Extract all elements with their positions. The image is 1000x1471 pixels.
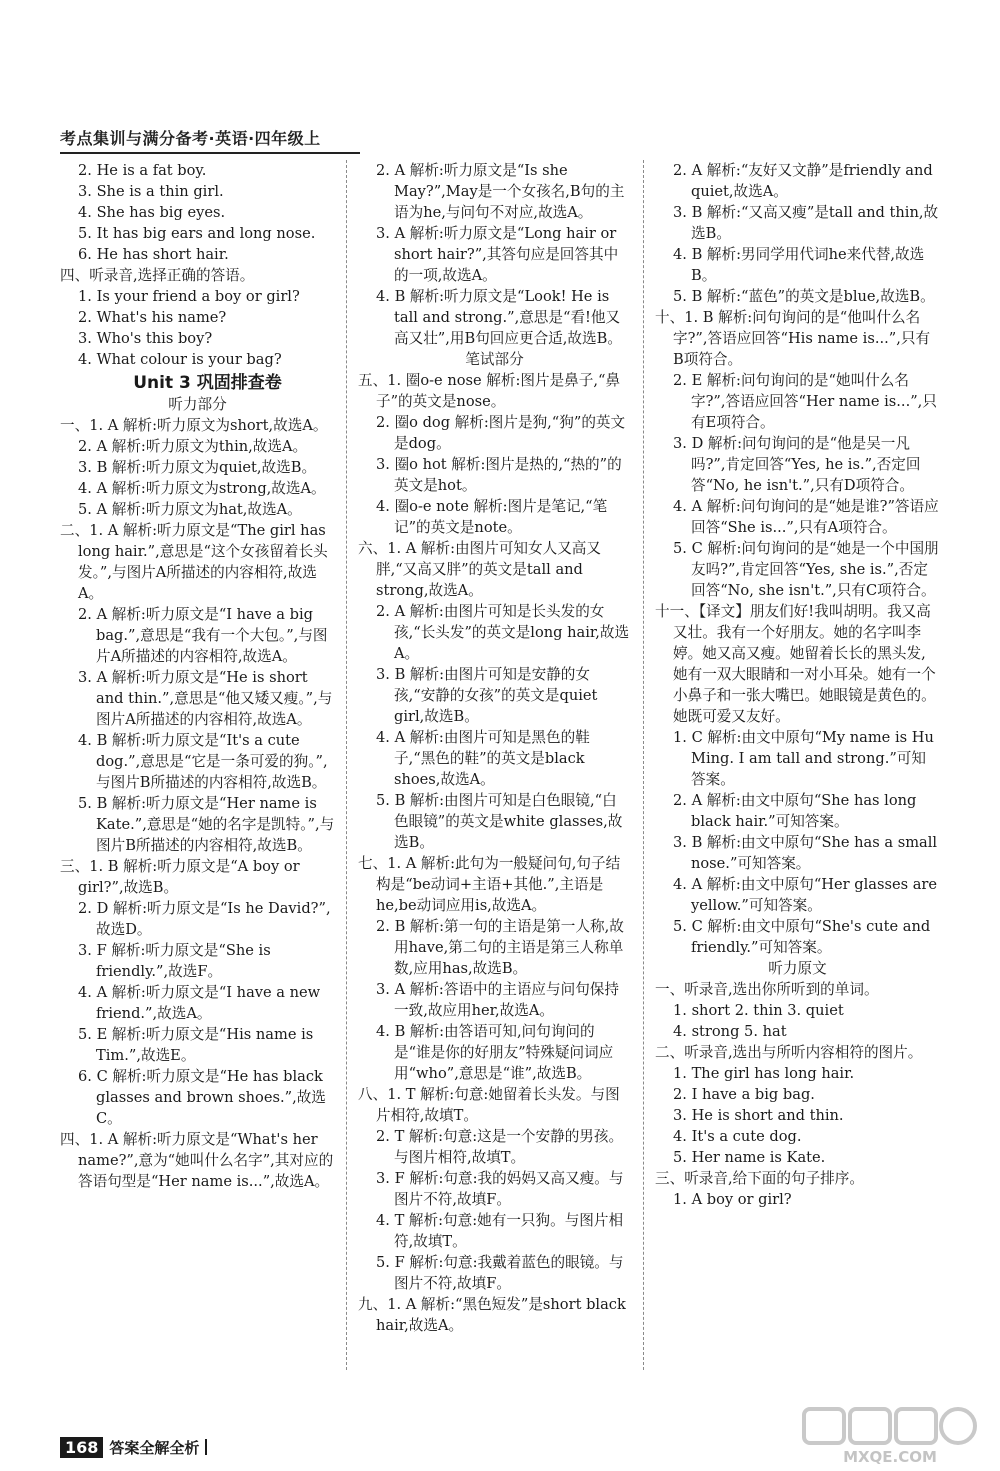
column-3: [655, 160, 940, 1370]
text-line: 5. B 解析:由图片可知是白色眼镜,“白色眼镜”的英文是white glasses,故选B。: [376, 792, 623, 851]
text-line: 4. A 解析:问句询问的是“她是谁?”答语应回答“She is...”,只有A项符合。: [673, 498, 939, 536]
text-line: 5. C 解析:问句询问的是“她是一个中国朋友吗?”,肯定回答“Yes, she is.”,否定回答“No, she isn't.”,只有C项符合。: [673, 540, 939, 599]
text-line: 3. A 解析:听力原文是“He is short and thin.”,意思是“他又矮又瘦。”,与图片A所描述的内容相符,故选A。: [78, 669, 333, 728]
page-number: 168: [60, 1437, 103, 1458]
text-line: 2. What's his name?: [78, 309, 227, 326]
text-line: 二、1. A 解析:听力原文是“The girl has long hair.”,意思是“这个女孩留着长头发。”,与图片A所描述的内容相符,故选A。: [60, 522, 328, 602]
text-line: 3. B 解析:由图片可知是安静的女孩,“安静的女孩”的英文是quiet girl,故选B。: [376, 666, 598, 725]
text-line: 3. Who's this boy?: [78, 330, 213, 347]
text-line: 4. T 解析:句意:她有一只狗。与图片相符,故填T。: [376, 1212, 624, 1250]
text-line: 3. B 解析:“又高又瘦”是tall and thin,故选B。: [673, 204, 939, 242]
text-line: 4. B 解析:听力原文是“Look! He is tall and strong.”,意思是“看!他又高又壮”,用B句回应更合适,故选B。: [376, 288, 622, 347]
text-line: 一、听录音,选出你所听到的单词。: [655, 981, 879, 998]
text-line: 2. A 解析:听力原文是“I have a big bag.”,意思是“我有一个大包。”,与图片A所描述的内容相符,故选A。: [78, 606, 328, 665]
text-line: 4. She has big eyes.: [78, 204, 226, 221]
text-line: 3. She is a thin girl.: [78, 183, 224, 200]
text-line: 6. He has short hair.: [78, 246, 229, 263]
text-line: 四、听录音,选择正确的答语。: [60, 267, 255, 284]
text-line: 2. B 解析:第一句的主语是第一人称,故用have,第二句的主语是第三人称单数,应用has,故选B。: [376, 918, 624, 977]
text-line: 1. short 2. thin 3. quiet: [673, 1002, 844, 1019]
text-line: 4. B 解析:听力原文是“It's a cute dog.”,意思是“它是一条可爱的狗。”,与图片B所描述的内容相符,故选B。: [78, 732, 328, 791]
text-line: 2. A 解析:由文中原句“She has long black hair.”可知答案。: [673, 792, 917, 830]
column-divider: [346, 160, 347, 1370]
section-subhead: 听力部分: [168, 396, 227, 413]
section-subhead: 听力原文: [768, 960, 827, 977]
column-divider: [643, 160, 644, 1370]
text-line: 5. B 解析:听力原文是“Her name is Kate.”,意思是“她的名字是凯特。”,与图片B所描述的内容相符,故选B。: [78, 795, 335, 854]
text-line: 4. B 解析:由答语可知,问句询问的是“谁是你的好朋友”特殊疑问词应用“who”,意思是“谁”,故选B。: [376, 1023, 614, 1082]
text-line: 2. E 解析:问句询问的是“她叫什么名字?”,答语应回答“Her name is...”,只有E项符合。: [673, 372, 937, 431]
section-title: Unit 3 巩固排查卷: [133, 373, 282, 393]
text-line: 六、1. A 解析:由图片可知女人又高又胖,“又高又胖”的英文是tall and strong,故选A。: [358, 540, 601, 599]
text-line: 1. Is your friend a boy or girl?: [78, 288, 300, 305]
text-line: 1. A boy or girl?: [673, 1191, 792, 1208]
text-line: 5. B 解析:“蓝色”的英文是blue,故选B。: [673, 288, 935, 305]
column-1: [60, 160, 335, 1370]
text-line: 3. F 解析:听力原文是“She is friendly.”,故选F。: [78, 942, 271, 980]
text-line: 3. He is short and thin.: [673, 1107, 844, 1124]
text-line: 2. D 解析:听力原文是“Is he David?”,故选D。: [78, 900, 331, 938]
text-line: 九、1. A 解析:“黑色短发”是short black hair,故选A。: [358, 1296, 626, 1334]
footer-bar: [205, 1439, 207, 1455]
text-line: 3. D 解析:问句询问的是“他是吴一凡吗?”,肯定回答“Yes, he is.”,否定回答“No, he isn't.”,只有D项符合。: [673, 435, 921, 494]
text-line: 三、听录音,给下面的句子排序。: [655, 1170, 864, 1187]
text-line: 4. A 解析:由文中原句“Her glasses are yellow.”可知答案。: [673, 876, 938, 914]
text-line: 五、1. 圈o-e nose 解析:图片是鼻子,“鼻子”的英文是nose。: [358, 372, 621, 410]
text-line: 5. Her name is Kate.: [673, 1149, 826, 1166]
text-line: 5. E 解析:听力原文是“His name is Tim.”,故选E。: [78, 1026, 314, 1064]
text-line: 4. A 解析:听力原文是“I have a new friend.”,故选A。: [78, 984, 321, 1022]
footer-label: 答案全解全析: [109, 1438, 200, 1457]
text-line: 4. 圈o-e note 解析:图片是笔记,“笔记”的英文是note。: [376, 498, 608, 536]
text-line: 3. F 解析:句意:我的妈妈又高又瘦。与图片不符,故填F。: [376, 1170, 624, 1208]
text-line: 1. The girl has long hair.: [673, 1065, 855, 1082]
text-line: 5. C 解析:由文中原句“She's cute and friendly.”可知答案。: [673, 918, 931, 956]
text-line: 2. A 解析:“友好又文静”是friendly and quiet,故选A。: [673, 162, 933, 200]
text-line: 1. C 解析:由文中原句“My name is Hu Ming. I am tall and strong.”可知答案。: [673, 729, 934, 788]
section-subhead: 笔试部分: [465, 351, 524, 368]
text-line: 二、听录音,选出与所听内容相符的图片。: [655, 1044, 923, 1061]
text-line: 三、1. B 解析:听力原文是“A boy or girl?”,故选B。: [60, 858, 300, 896]
text-line: 2. A 解析:由图片可知是长头发的女孩,“长头发”的英文是long hair,故选A。: [376, 603, 630, 662]
column-2: [358, 160, 631, 1370]
text-line: 2. 圈o dog 解析:图片是狗,“狗”的英文是dog。: [376, 414, 626, 452]
text-line: 3. 圈o hot 解析:图片是热的,“热的”的英文是hot。: [376, 456, 622, 494]
text-line: 3. A 解析:听力原文是“Long hair or short hair?”,其答句应是回答其中的一项,故选A。: [376, 225, 619, 284]
watermark-logo-icon: [800, 1405, 980, 1467]
text-line: 4. B 解析:男同学用代词he来代替,故选B。: [673, 246, 925, 284]
text-line: 十、1. B 解析:问句询问的是“他叫什么名字?”,答语应回答“His name is...”,只有B项符合。: [655, 309, 931, 368]
text-line: 6. C 解析:听力原文是“He has black glasses and brown shoes.”,故选C。: [78, 1068, 326, 1127]
text-line: 七、1. A 解析:此句为一般疑问句,句子结构是“be动词+主语+其他.”,主语是he,be动词应用is,故选A。: [358, 855, 621, 914]
text-line: 2. A 解析:听力原文是“Is she May?”,May是一个女孩名,B句的主语为he,与问句不对应,故选A。: [376, 162, 625, 221]
text-line: 2. He is a fat boy.: [78, 162, 207, 179]
text-line: 4. It's a cute dog.: [673, 1128, 802, 1145]
text-line: 4. What colour is your bag?: [78, 351, 282, 368]
watermark-text: MXQE.COM: [843, 1448, 937, 1466]
running-header: 考点集训与满分备考·英语·四年级上: [60, 126, 360, 154]
text-line: 4. A 解析:由图片可知是黑色的鞋子,“黑色的鞋”的英文是black shoes,故选A。: [376, 729, 590, 788]
text-line: 一、1. A 解析:听力原文为short,故选A。: [60, 417, 328, 434]
text-line: 5. A 解析:听力原文为hat,故选A。: [78, 501, 302, 518]
text-line: 十一、【译文】朋友们好!我叫胡明。我又高又壮。我有一个好朋友。她的名字叫李婷。她又高又瘦。她留着长长的黑头发,她有一双大眼睛和一对小耳朵。她有一个小鼻子和一张大嘴巴。她眼镜是黄色的。她既可爱又友好。: [655, 603, 936, 725]
text-line: 5. F 解析:句意:我戴着蓝色的眼镜。与图片不符,故填F。: [376, 1254, 624, 1292]
text-line: 八、1. T 解析:句意:她留着长头发。与图片相符,故填T。: [358, 1086, 620, 1124]
text-line: 3. A 解析:答语中的主语应与问句保持一致,故应用her,故选A。: [376, 981, 619, 1019]
page-footer: [60, 1435, 207, 1459]
text-line: 2. A 解析:听力原文为thin,故选A。: [78, 438, 308, 455]
text-line: 3. B 解析:听力原文为quiet,故选B。: [78, 459, 317, 476]
text-line: 2. I have a big bag.: [673, 1086, 815, 1103]
text-line: 4. A 解析:听力原文为strong,故选A。: [78, 480, 326, 497]
text-line: 四、1. A 解析:听力原文是“What's her name?”,意为“她叫什么名字”,其对应的答语句型是“Her name is...”,故选A。: [60, 1131, 334, 1190]
text-line: 2. T 解析:句意:这是一个安静的男孩。与图片相符,故填T。: [376, 1128, 624, 1166]
text-line: 4. strong 5. hat: [673, 1023, 787, 1040]
text-line: 3. B 解析:由文中原句“She has a small nose.”可知答案。: [673, 834, 938, 872]
text-line: 5. It has big ears and long nose.: [78, 225, 316, 242]
